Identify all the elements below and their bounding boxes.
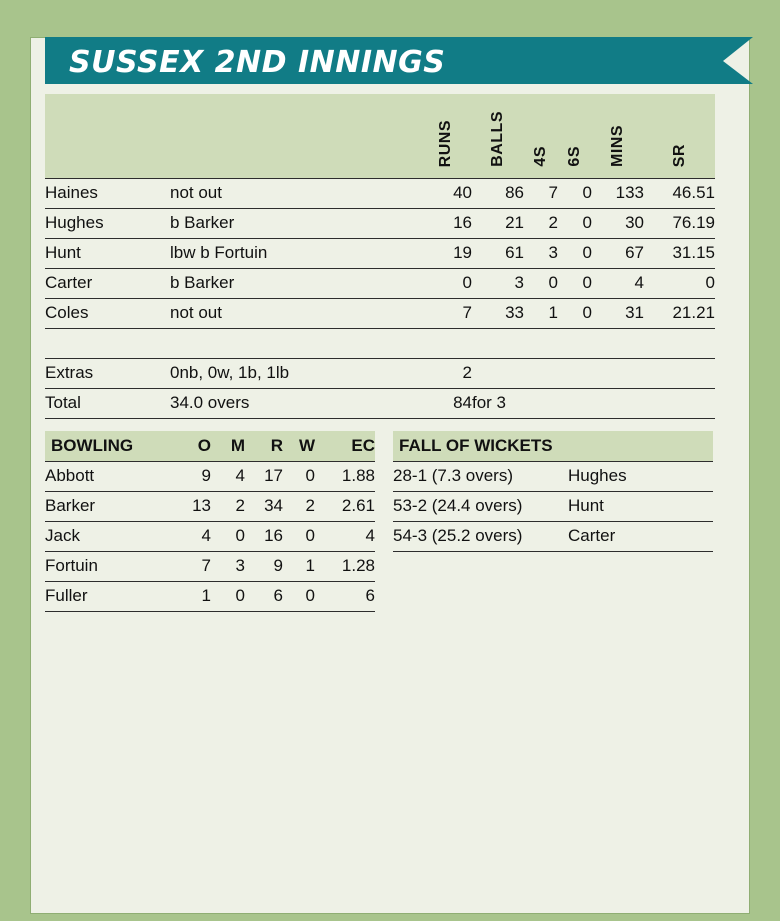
batsman-name: Coles	[45, 299, 170, 329]
bowler-overs: 7	[175, 552, 211, 582]
batsman-balls: 3	[472, 269, 524, 299]
batsman-fours: 3	[524, 239, 558, 269]
total-pad-3	[644, 389, 715, 419]
extras-row	[45, 359, 715, 389]
bowler-overs: 9	[175, 462, 211, 492]
bowler-wickets: 0	[283, 582, 315, 612]
batsman-sixes: 0	[558, 299, 592, 329]
scorecard-card	[30, 37, 750, 914]
bowler-maidens: 0	[211, 522, 245, 552]
batsman-sr: 76.19	[644, 209, 715, 239]
bowling-col-m: M	[211, 431, 245, 462]
bowler-name: Fortuin	[45, 552, 175, 582]
batting-col-mins: MINS	[592, 94, 644, 179]
extras-label: Extras	[45, 359, 170, 389]
fall-of-wickets-title: FALL OF WICKETS	[393, 431, 713, 462]
bowler-economy: 1.28	[315, 552, 375, 582]
table-row	[45, 299, 715, 329]
bowler-name: Fuller	[45, 582, 175, 612]
batting-section	[45, 94, 735, 419]
table-row	[45, 462, 375, 492]
bowling-col-ec: EC	[315, 431, 375, 462]
fow-score: 54-3 (25.2 overs)	[393, 522, 568, 552]
batsman-name: Hughes	[45, 209, 170, 239]
extras-pad-1	[472, 359, 524, 389]
bowling-col-o: O	[175, 431, 211, 462]
batsman-dismissal: not out	[170, 179, 420, 209]
batsman-name: Hunt	[45, 239, 170, 269]
batsman-runs: 40	[420, 179, 472, 209]
batsman-dismissal: not out	[170, 299, 420, 329]
batsman-runs: 16	[420, 209, 472, 239]
table-row	[45, 492, 375, 522]
bowler-maidens: 4	[211, 462, 245, 492]
bowling-header-row	[45, 431, 375, 462]
batsman-mins: 4	[592, 269, 644, 299]
table-row	[45, 522, 375, 552]
batsman-sixes: 0	[558, 269, 592, 299]
bowler-maidens: 3	[211, 552, 245, 582]
fow-batsman: Carter	[568, 522, 713, 552]
total-row	[45, 389, 715, 419]
batting-col-balls: BALLS	[472, 94, 524, 179]
batting-header-row	[45, 94, 715, 179]
bowler-wickets: 0	[283, 522, 315, 552]
bowler-economy: 2.61	[315, 492, 375, 522]
table-row	[45, 269, 715, 299]
bowling-col-w: W	[283, 431, 315, 462]
fow-batsman: Hunt	[568, 492, 713, 522]
table-row	[393, 492, 713, 522]
total-pad-2	[592, 389, 644, 419]
bowler-runs: 6	[245, 582, 283, 612]
batsman-sr: 31.15	[644, 239, 715, 269]
batsman-dismissal: b Barker	[170, 209, 420, 239]
bowling-table	[45, 431, 375, 612]
batsman-sixes: 0	[558, 239, 592, 269]
batsman-mins: 31	[592, 299, 644, 329]
extras-value: 2	[420, 359, 472, 389]
extras-pad-4	[592, 359, 644, 389]
batsman-dismissal: b Barker	[170, 269, 420, 299]
table-row	[45, 179, 715, 209]
table-row	[45, 582, 375, 612]
total-runs: 84	[420, 389, 472, 419]
batting-col-name	[45, 94, 170, 179]
bowler-runs: 9	[245, 552, 283, 582]
batsman-fours: 7	[524, 179, 558, 209]
batsman-sixes: 0	[558, 179, 592, 209]
batting-table	[45, 94, 715, 419]
batsman-balls: 21	[472, 209, 524, 239]
batsman-balls: 86	[472, 179, 524, 209]
batting-spacer	[45, 329, 715, 359]
batsman-name: Haines	[45, 179, 170, 209]
batting-col-dismissal	[170, 94, 420, 179]
innings-banner	[45, 37, 723, 84]
bowler-overs: 1	[175, 582, 211, 612]
extras-detail: 0nb, 0w, 1b, 1lb	[170, 359, 420, 389]
batsman-sixes: 0	[558, 209, 592, 239]
fow-score: 28-1 (7.3 overs)	[393, 462, 568, 492]
page-title: SUSSEX 2ND INNINGS	[69, 45, 446, 80]
bowler-wickets: 1	[283, 552, 315, 582]
fall-of-wickets-table	[393, 431, 713, 552]
batsman-mins: 30	[592, 209, 644, 239]
batsman-name: Carter	[45, 269, 170, 299]
fall-of-wickets-section	[393, 431, 713, 612]
bowler-name: Barker	[45, 492, 175, 522]
total-wickets: for 3	[472, 389, 558, 419]
bottom-section	[45, 431, 735, 612]
bowler-economy: 6	[315, 582, 375, 612]
batsman-runs: 7	[420, 299, 472, 329]
fow-batsman: Hughes	[568, 462, 713, 492]
extras-pad-5	[644, 359, 715, 389]
table-row	[45, 209, 715, 239]
bowler-maidens: 2	[211, 492, 245, 522]
batsman-sr: 46.51	[644, 179, 715, 209]
bowling-col-r: R	[245, 431, 283, 462]
batsman-mins: 67	[592, 239, 644, 269]
batsman-fours: 2	[524, 209, 558, 239]
bowling-section	[45, 431, 375, 612]
total-pad-1	[558, 389, 592, 419]
bowler-wickets: 2	[283, 492, 315, 522]
table-row	[393, 522, 713, 552]
batsman-balls: 33	[472, 299, 524, 329]
bowler-economy: 4	[315, 522, 375, 552]
batting-col-sixes: 6S	[558, 94, 592, 179]
batsman-runs: 19	[420, 239, 472, 269]
batting-col-sr: SR	[644, 94, 715, 179]
bowler-runs: 34	[245, 492, 283, 522]
total-overs: 34.0 overs	[170, 389, 420, 419]
bowler-runs: 16	[245, 522, 283, 552]
batting-col-fours: 4S	[524, 94, 558, 179]
total-label: Total	[45, 389, 170, 419]
bowler-maidens: 0	[211, 582, 245, 612]
fow-header-row	[393, 431, 713, 462]
fow-score: 53-2 (24.4 overs)	[393, 492, 568, 522]
batsman-sr: 0	[644, 269, 715, 299]
bowler-name: Jack	[45, 522, 175, 552]
batsman-fours: 0	[524, 269, 558, 299]
bowler-runs: 17	[245, 462, 283, 492]
bowler-overs: 4	[175, 522, 211, 552]
bowler-overs: 13	[175, 492, 211, 522]
batting-col-runs: RUNS	[420, 94, 472, 179]
batsman-balls: 61	[472, 239, 524, 269]
extras-pad-2	[524, 359, 558, 389]
bowler-wickets: 0	[283, 462, 315, 492]
table-row	[393, 462, 713, 492]
batsman-dismissal: lbw b Fortuin	[170, 239, 420, 269]
batsman-sr: 21.21	[644, 299, 715, 329]
banner-flag-tip	[723, 37, 753, 84]
bowler-economy: 1.88	[315, 462, 375, 492]
bowling-title: BOWLING	[45, 431, 175, 462]
table-row	[45, 239, 715, 269]
table-row	[45, 552, 375, 582]
batsman-fours: 1	[524, 299, 558, 329]
extras-pad-3	[558, 359, 592, 389]
batsman-mins: 133	[592, 179, 644, 209]
bowler-name: Abbott	[45, 462, 175, 492]
batting-spacer-cell	[45, 329, 715, 359]
batsman-runs: 0	[420, 269, 472, 299]
